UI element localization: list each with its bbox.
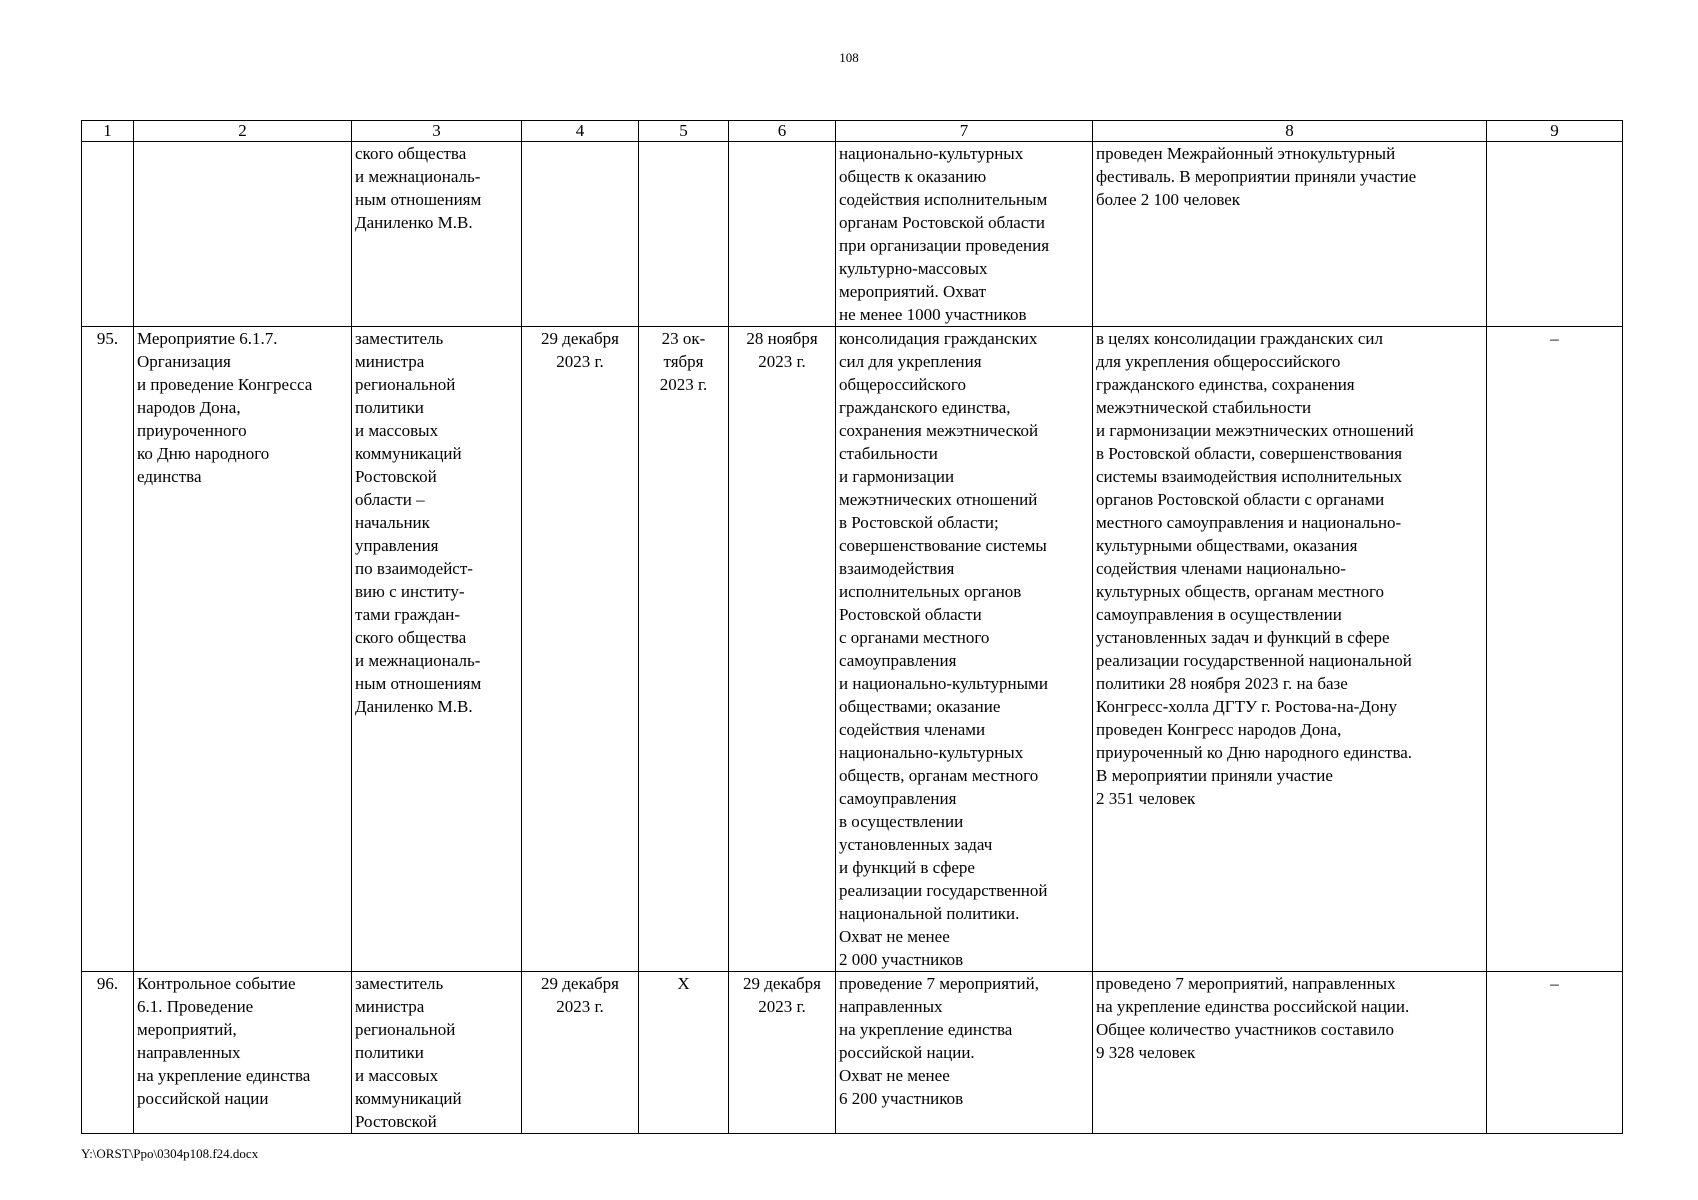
cell-text-line: и межнациональ-: [355, 651, 481, 670]
cell-text-line: тября: [663, 352, 704, 371]
cell-text-line: культурно-массовых: [839, 259, 988, 278]
cell-responsible-person: [352, 972, 522, 1134]
cell-notes: [1487, 972, 1623, 1134]
cell-text-line: и национально-культурными: [839, 674, 1048, 693]
cell-text: 96.: [96, 974, 119, 993]
cell-text-line: области –: [355, 490, 425, 509]
cell-text-line: коммуникаций: [355, 1089, 462, 1108]
cell-text-line: ным отношениям: [355, 674, 482, 693]
column-header-7: 7: [836, 121, 1093, 142]
cell-text-line: направленных: [839, 997, 943, 1016]
cell-event-name: [134, 972, 352, 1134]
cell-text-line: стабильности: [839, 444, 938, 463]
cell-text-line: вию с институ-: [355, 582, 465, 601]
cell-text-line: политики: [355, 1043, 424, 1062]
cell-planned-date: [522, 972, 639, 1134]
cell-text-line: Ростовской: [355, 1112, 437, 1131]
cell-text-line: обществами; оказание: [839, 697, 1001, 716]
cell-text-line: мероприятий,: [137, 1020, 237, 1039]
cell-text-line: 2023 г.: [659, 375, 708, 394]
cell-actual-start-date: [639, 972, 729, 1134]
cell-text-line: 29 декабря: [541, 974, 619, 993]
cell-text-line: Мероприятие 6.1.7.: [137, 329, 278, 348]
cell-text-line: и межнациональ-: [355, 167, 481, 186]
cell-text-line: на укрепление единства: [839, 1020, 1013, 1039]
table-row: [82, 972, 1623, 1134]
cell-text-line: консолидация гражданских: [839, 329, 1038, 348]
table-body: [82, 142, 1623, 1134]
cell-text-line: Даниленко М.В.: [355, 213, 473, 232]
cell-text-line: X: [677, 974, 690, 993]
cell-text-line: и массовых: [355, 421, 439, 440]
cell-text-line: управления: [355, 536, 439, 555]
column-header-6: 6: [729, 121, 836, 142]
cell-text-line: приуроченного: [137, 421, 247, 440]
cell-text-line: 28 ноября: [746, 329, 818, 348]
cell-row-number: [82, 142, 134, 327]
cell-text-line: региональной: [355, 1020, 456, 1039]
cell-actual-start-date: [639, 327, 729, 972]
cell-text-line: органов Ростовской области с органами: [1096, 490, 1385, 509]
cell-text-line: для укрепления общероссийского: [1096, 352, 1341, 371]
cell-text-line: министра: [355, 997, 425, 1016]
cell-text-line: самоуправления: [839, 789, 957, 808]
cell-actual-end-date: [729, 327, 836, 972]
cell-text-line: проведен Межрайонный этнокультурный: [1096, 144, 1396, 163]
cell-text-line: и функций в сфере: [839, 858, 975, 877]
cell-text-line: реализации государственной национальной: [1096, 651, 1412, 670]
cell-event-name: [134, 327, 352, 972]
cell-text-line: В мероприятии приняли участие: [1096, 766, 1333, 785]
cell-text-line: национальной политики.: [839, 904, 1020, 923]
cell-text-line: проведение 7 мероприятий,: [839, 974, 1039, 993]
cell-expected-result: [836, 972, 1093, 1134]
cell-text-line: местного самоуправления и национально-: [1096, 513, 1402, 532]
cell-text-line: российской нации.: [839, 1043, 975, 1062]
cell-text-line: 2 351 человек: [1096, 789, 1196, 808]
cell-text-line: Контрольное событие: [137, 974, 296, 993]
cell-text-line: взаимодействия: [839, 559, 955, 578]
page-number: 108: [839, 50, 859, 65]
cell-text-line: 6 200 участников: [839, 1089, 964, 1108]
cell-text-line: 23 ок-: [661, 329, 706, 348]
cell-text-line: содействия исполнительным: [839, 190, 1048, 209]
cell-text-line: в осуществлении: [839, 812, 964, 831]
cell-text-line: культурных обществ, органам местного: [1096, 582, 1385, 601]
cell-text-line: и проведение Конгресса: [137, 375, 313, 394]
column-header-3: 3: [352, 121, 522, 142]
cell-actual-result: [1093, 327, 1487, 972]
cell-text-line: начальник: [355, 513, 430, 532]
cell-actual-start-date: [639, 142, 729, 327]
cell-text-line: при организации проведения: [839, 236, 1050, 255]
cell-text-line: и гармонизации межэтнических отношений: [1096, 421, 1414, 440]
cell-text-line: исполнительных органов: [839, 582, 1022, 601]
cell-text-line: национально-культурных: [839, 743, 1024, 762]
cell-text-line: коммуникаций: [355, 444, 462, 463]
cell-text-line: Ростовской области: [839, 605, 982, 624]
column-header-1: 1: [82, 121, 134, 142]
cell-text-line: 2 000 участников: [839, 950, 964, 969]
table-row: [82, 142, 1623, 327]
cell-text-line: культурными обществами, оказания: [1096, 536, 1358, 555]
cell-text-line: самоуправления в осуществлении: [1096, 605, 1342, 624]
cell-text: 95.: [96, 329, 119, 348]
cell-actual-end-date: [729, 142, 836, 327]
cell-text-line: установленных задач: [839, 835, 993, 854]
cell-text-line: проведено 7 мероприятий, направленных: [1096, 974, 1396, 993]
cell-text-line: системы взаимодействия исполнительных: [1096, 467, 1403, 486]
cell-text-line: обществ, органам местного: [839, 766, 1039, 785]
cell-text-line: и массовых: [355, 1066, 439, 1085]
cell-text-line: более 2 100 человек: [1096, 190, 1241, 209]
cell-text-line: 9 328 человек: [1096, 1043, 1196, 1062]
cell-text-line: совершенствование системы: [839, 536, 1047, 555]
cell-actual-result: [1093, 972, 1487, 1134]
footer-file-path: Y:\ORST\Ppo\0304p108.f24.docx: [81, 1146, 259, 1161]
cell-text-line: органам Ростовской области: [839, 213, 1045, 232]
cell-text-line: проведен Конгресс народов Дона,: [1096, 720, 1342, 739]
cell-actual-end-date: [729, 972, 836, 1134]
cell-planned-date: [522, 327, 639, 972]
cell-expected-result: [836, 327, 1093, 972]
cell-text-line: единства: [137, 467, 202, 486]
cell-text-line: в Ростовской области, совершенствования: [1096, 444, 1403, 463]
cell-text-line: обществ к оказанию: [839, 167, 987, 186]
cell-text: –: [1550, 329, 1559, 348]
cell-text-line: реализации государственной: [839, 881, 1048, 900]
cell-text-line: сохранения межэтнической: [839, 421, 1039, 440]
cell-text-line: установленных задач и функций в сфере: [1096, 628, 1390, 647]
column-header-8: 8: [1093, 121, 1487, 142]
column-header-4: 4: [522, 121, 639, 142]
cell-text-line: в Ростовской области;: [839, 513, 999, 532]
cell-text-line: общероссийского: [839, 375, 966, 394]
cell-text-line: тами граждан-: [355, 605, 461, 624]
cell-text-line: 6.1. Проведение: [137, 997, 254, 1016]
cell-text-line: межэтнических отношений: [839, 490, 1038, 509]
cell-text-line: 2023 г.: [758, 352, 806, 371]
cell-text-line: министра: [355, 352, 425, 371]
cell-text-line: 29 декабря: [743, 974, 821, 993]
cell-text-line: фестиваль. В мероприятии приняли участие: [1096, 167, 1417, 186]
cell-row-number: [82, 972, 134, 1134]
cell-text-line: Охват не менее: [839, 927, 950, 946]
column-header-9: 9: [1487, 121, 1623, 142]
cell-text-line: мероприятий. Охват: [839, 282, 987, 301]
cell-text-line: в целях консолидации гражданских сил: [1096, 329, 1383, 348]
cell-text-line: содействия членами национально-: [1096, 559, 1346, 578]
cell-text-line: заместитель: [355, 329, 444, 348]
cell-text-line: приуроченный ко Дню народного единства.: [1096, 743, 1413, 762]
cell-text-line: национально-культурных: [839, 144, 1024, 163]
cell-notes: [1487, 327, 1623, 972]
cell-notes: [1487, 142, 1623, 327]
cell-text-line: политики 28 ноября 2023 г. на базе: [1096, 674, 1348, 693]
cell-text-line: 2023 г.: [758, 997, 806, 1016]
cell-text-line: не менее 1000 участников: [839, 305, 1027, 324]
cell-planned-date: [522, 142, 639, 327]
cell-text-line: ского общества: [355, 144, 467, 163]
cell-text-line: сил для укрепления: [839, 352, 982, 371]
header-row: [82, 121, 1623, 142]
cell-text-line: Ростовской: [355, 467, 437, 486]
cell-text-line: Организация: [137, 352, 231, 371]
cell-text-line: Конгресс-холла ДГТУ г. Ростова-на-Дону: [1096, 697, 1398, 716]
cell-text-line: на укрепление единства российской нации.: [1096, 997, 1410, 1016]
cell-text-line: Общее количество участников составило: [1096, 1020, 1395, 1039]
cell-text-line: с органами местного: [839, 628, 990, 647]
cell-text-line: содействия членами: [839, 720, 986, 739]
column-header-5: 5: [639, 121, 729, 142]
cell-text-line: межэтнической стабильности: [1096, 398, 1312, 417]
cell-text-line: политики: [355, 398, 424, 417]
cell-text-line: по взаимодейст-: [355, 559, 473, 578]
cell-text-line: и гармонизации: [839, 467, 955, 486]
cell-expected-result: [836, 142, 1093, 327]
cell-text-line: 29 декабря: [541, 329, 619, 348]
cell-responsible-person: [352, 142, 522, 327]
cell-text-line: гражданского единства, сохранения: [1096, 375, 1355, 394]
cell-text-line: 2023 г.: [556, 997, 604, 1016]
cell-text-line: региональной: [355, 375, 456, 394]
column-header-2: 2: [134, 121, 352, 142]
cell-text-line: российской нации: [137, 1089, 269, 1108]
cell-text-line: на укрепление единства: [137, 1066, 311, 1085]
cell-text-line: заместитель: [355, 974, 444, 993]
cell-text-line: самоуправления: [839, 651, 957, 670]
cell-text: –: [1550, 974, 1559, 993]
report-table: [81, 120, 1623, 1134]
cell-event-name: [134, 142, 352, 327]
cell-text-line: Даниленко М.В.: [355, 697, 473, 716]
cell-text-line: направленных: [137, 1043, 241, 1062]
cell-text-line: 2023 г.: [556, 352, 604, 371]
cell-text-line: народов Дона,: [137, 398, 241, 417]
cell-text-line: ным отношениям: [355, 190, 482, 209]
cell-text-line: гражданского единства,: [839, 398, 1011, 417]
cell-row-number: [82, 327, 134, 972]
cell-text-line: ко Дню народного: [137, 444, 270, 463]
cell-responsible-person: [352, 327, 522, 972]
cell-text-line: ского общества: [355, 628, 467, 647]
table-row: [82, 327, 1623, 972]
cell-actual-result: [1093, 142, 1487, 327]
cell-text-line: Охват не менее: [839, 1066, 950, 1085]
